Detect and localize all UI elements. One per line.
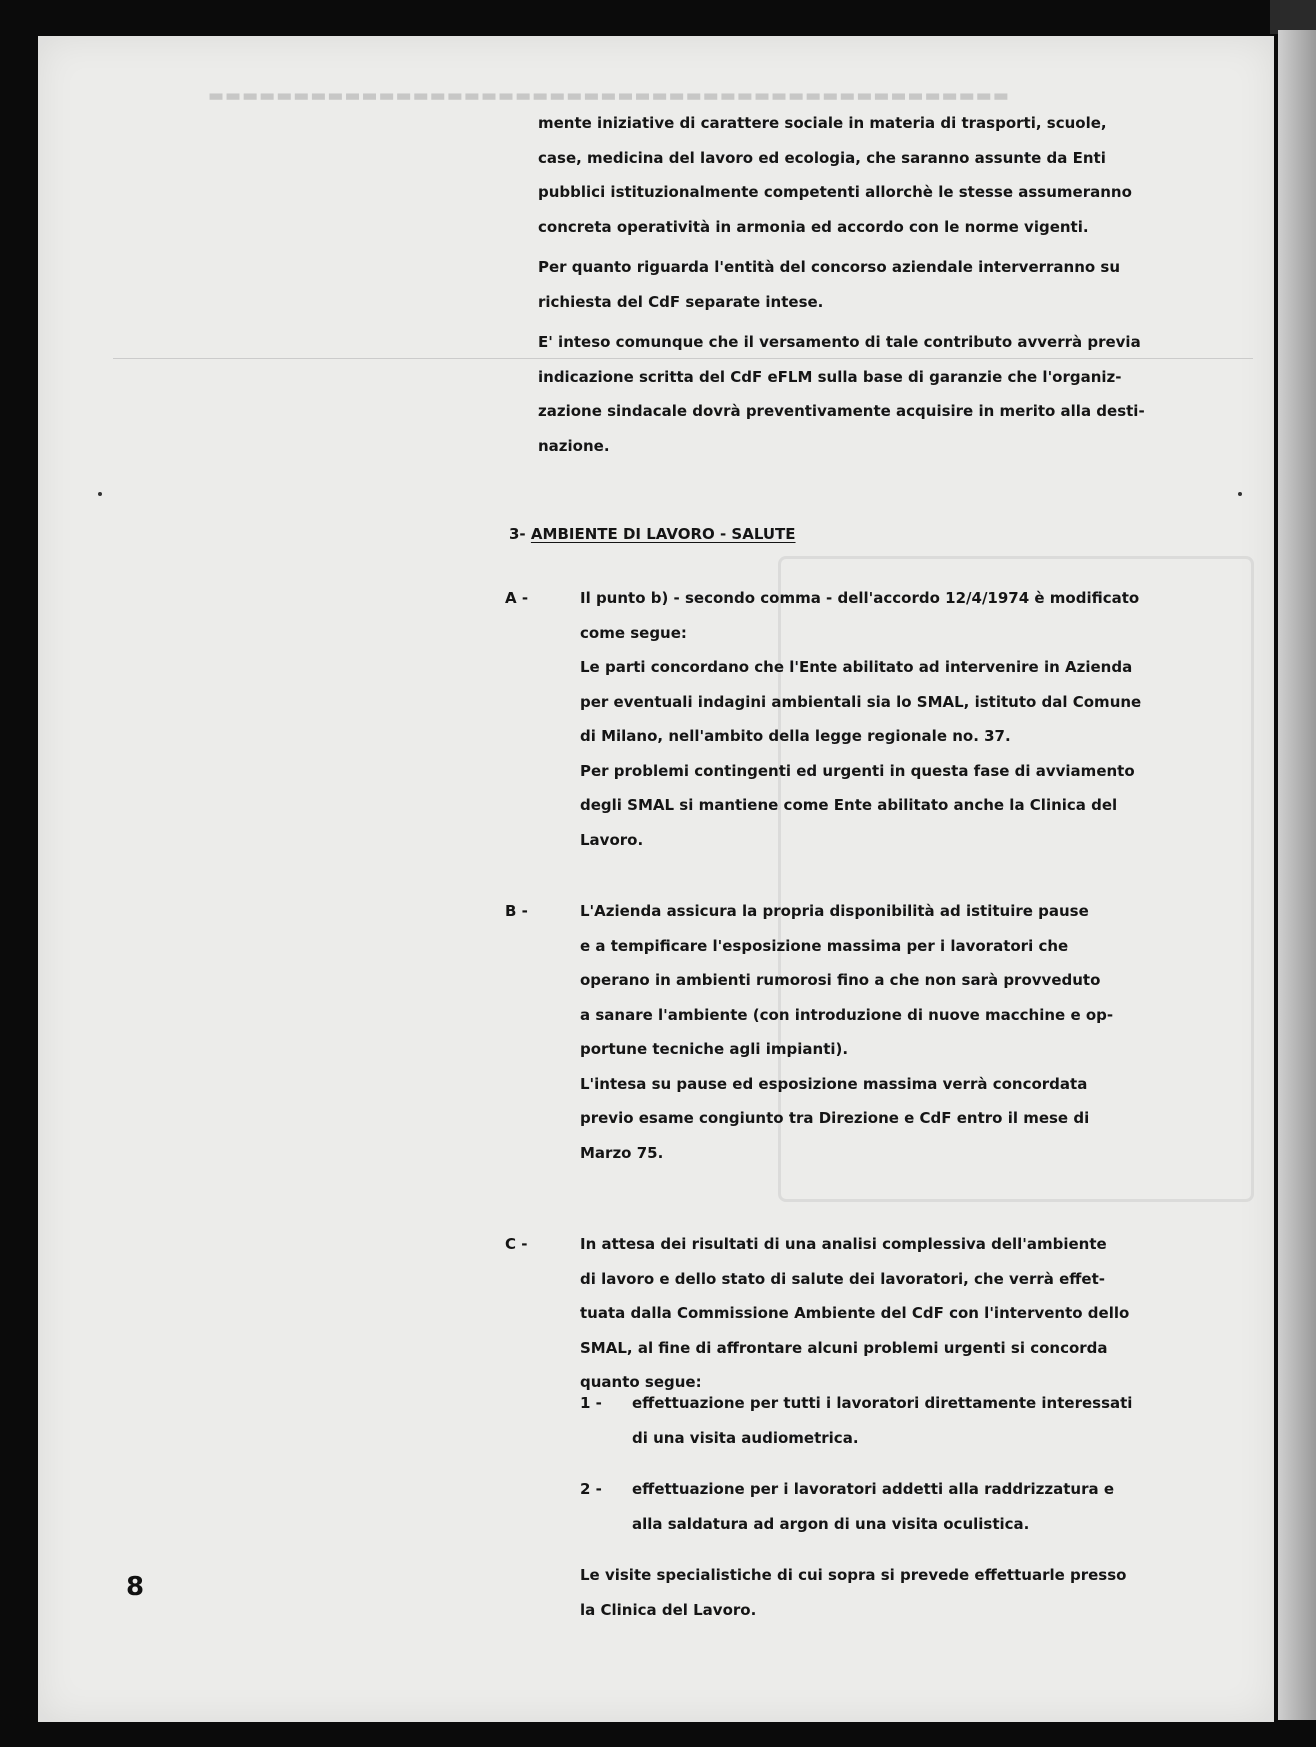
clause-c-label: C - [505,1235,528,1253]
text-line: effettuazione per i lavoratori addetti alla raddrizzatura e [632,1480,1114,1498]
clause-c-text [580,1227,1129,1400]
closing-paragraph [580,1558,1126,1627]
text-line: di una visita audiometrica. [632,1428,859,1447]
text-line: pubblici istituzionalmente competenti allorchè le stesse assumeranno [538,183,1132,201]
clause-b-label: B - [505,902,528,920]
text-line: mente iniziative di carattere sociale in materia di trasporti, scuole, [538,114,1107,132]
text-line: richiesta del CdF separate intese. [538,292,824,311]
text-line: Le visite specialistiche di cui sopra si prevede effettuarle presso [580,1566,1127,1584]
text-line: Le parti concordano che l'Ente abilitato ad intervenire in Azienda [580,658,1133,676]
section-number: 3- [509,525,526,543]
intro-paragraph [538,106,1132,244]
text-line: tuata dalla Commissione Ambiente del CdF con l'intervento dello [580,1304,1130,1322]
item-number: 2 - [580,1480,602,1498]
document-text [38,36,1274,1722]
text-line: indicazione scritta del CdF eFLM sulla base di garanzie che l'organiz- [538,367,1122,386]
bleedthrough-header: ▬▬▬▬▬▬▬▬▬▬▬▬▬▬▬▬▬▬▬▬▬▬▬▬▬▬▬▬▬▬▬▬▬▬▬▬▬▬▬▬▬▬▬▬▬▬▬ [208,86,1010,106]
text-line: a sanare l'ambiente (con introduzione di nuove macchine e op- [580,1005,1114,1024]
scan-speck [98,492,102,496]
text-line: di Milano, nell'ambito della legge regionale no. 37. [580,727,1011,745]
clause-b-text [580,894,1113,1170]
text-line: L'intesa su pause ed esposizione massima verrà concordata [580,1074,1088,1093]
text-line: e a tempificare l'esposizione massima per i lavoratori che [580,936,1069,955]
text-line: effettuazione per tutti i lavoratori direttamente interessati [632,1394,1133,1412]
text-line: nazione. [538,436,610,455]
text-line: concreta operatività in armonia ed accordo con le norme vigenti. [538,217,1089,236]
text-line: Il punto b) - secondo comma - dell'accordo 12/4/1974 è modificato [580,589,1140,607]
versamento-paragraph [538,325,1145,463]
text-line: Per quanto riguarda l'entità del concorso aziendale interverranno su [538,258,1121,276]
text-line: In attesa dei risultati di una analisi complessiva dell'ambiente [580,1235,1107,1253]
concorso-paragraph [538,250,1120,319]
text-line: la Clinica del Lavoro. [580,1600,757,1619]
section-heading [509,517,796,552]
clause-a-label: A - [505,589,529,607]
page-number: 8 [126,1572,145,1602]
section-title: AMBIENTE DI LAVORO - SALUTE [530,525,796,543]
item-number: 1 - [580,1394,602,1412]
text-line: Marzo 75. [580,1143,664,1162]
adjacent-page-edge [1278,30,1316,1720]
text-line: come segue: [580,623,687,642]
text-line: E' inteso comunque che il versamento di tale contributo avverrà previa [538,333,1141,351]
clause-a-text [580,581,1141,857]
text-line: zazione sindacale dovrà preventivamente acquisire in merito alla desti- [538,402,1145,420]
item-text [632,1472,1114,1541]
text-line: quanto segue: [580,1373,702,1391]
scan-corner [1270,0,1316,34]
text-line: previo esame congiunto tra Direzione e CdF entro il mese di [580,1109,1090,1127]
text-line: SMAL, al fine di affrontare alcuni problemi urgenti si concorda [580,1338,1108,1357]
text-line: di lavoro e dello stato di salute dei lavoratori, che verrà effet- [580,1269,1105,1288]
text-line: Lavoro. [580,830,644,849]
text-line: per eventuali indagini ambientali sia lo SMAL, istituto dal Comune [580,692,1142,711]
text-line: case, medicina del lavoro ed ecologia, che saranno assunte da Enti [538,148,1106,167]
text-line: operano in ambienti rumorosi fino a che non sarà provveduto [580,971,1101,989]
text-line: degli SMAL si mantiene come Ente abilitato anche la Clinica del [580,796,1118,814]
document-page [38,36,1274,1722]
text-line: portune tecniche agli impianti). [580,1040,849,1058]
text-line: Per problemi contingenti ed urgenti in questa fase di avviamento [580,761,1135,780]
text-line: alla saldatura ad argon di una visita oculistica. [632,1514,1030,1533]
scan-speck [1238,492,1242,496]
text-line: L'Azienda assicura la propria disponibilità ad istituire pause [580,902,1089,920]
item-text [632,1386,1132,1455]
